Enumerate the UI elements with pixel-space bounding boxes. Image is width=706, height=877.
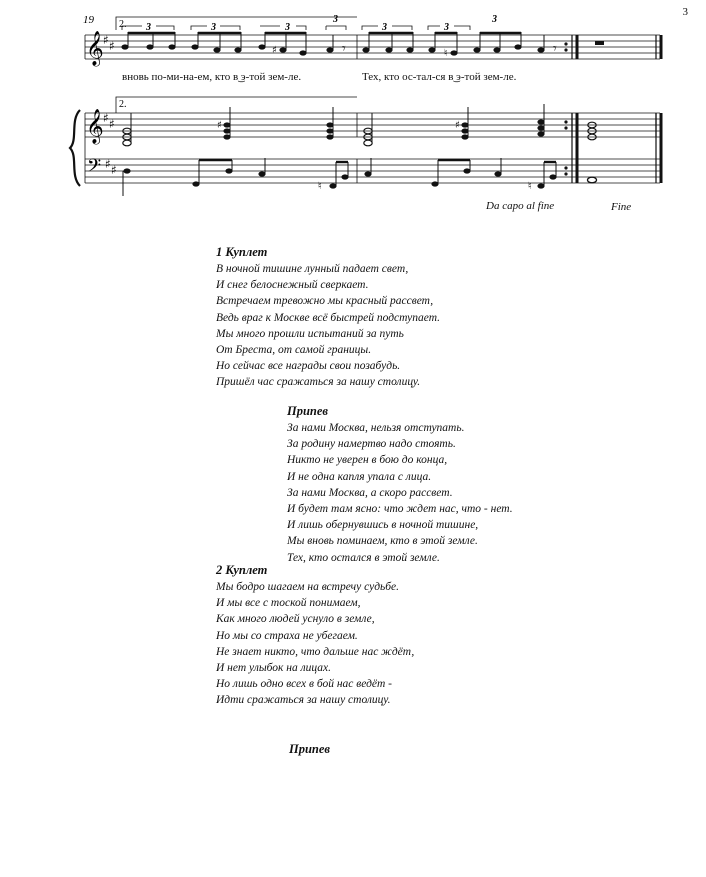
volta-label: 2. bbox=[119, 19, 127, 30]
treble-clef-icon: 𝄞 bbox=[86, 31, 104, 66]
verse-line: Но мы со страха не убегаем. bbox=[216, 629, 358, 642]
svg-text:♮: ♮ bbox=[528, 181, 532, 192]
bass-clef-icon: 𝄢 bbox=[87, 156, 102, 181]
svg-text:3: 3 bbox=[382, 22, 387, 33]
fine-marking: Fine bbox=[611, 201, 632, 213]
verse-line: И снег белоснежный сверкает. bbox=[216, 279, 369, 292]
svg-text:♯: ♯ bbox=[103, 111, 109, 125]
svg-text:♯: ♯ bbox=[109, 39, 115, 53]
chorus-line: За нами Москва, нельзя отступать. bbox=[287, 422, 465, 434]
lyrics-right: Тех, кто ос-тал-ся в͜ э-той зем-ле. bbox=[362, 71, 517, 83]
chorus-line: За нами Москва, а скоро рассвет. bbox=[287, 486, 453, 499]
svg-text:♯: ♯ bbox=[109, 117, 115, 131]
measure-number: 19 bbox=[83, 14, 94, 26]
verse-line: Не знает никто, что дальше нас ждёт, bbox=[216, 645, 415, 658]
chorus-repeat-title: Припев bbox=[289, 742, 331, 756]
svg-text:♮: ♮ bbox=[318, 181, 322, 192]
verse-line: Как много людей уснуло в земле, bbox=[216, 613, 375, 626]
piano-bass-staff bbox=[85, 113, 661, 183]
svg-text:3: 3 bbox=[492, 14, 497, 25]
svg-text:𝄾: 𝄾 bbox=[553, 41, 557, 57]
verse-line: Ведь враг к Москве всё быстрей подступает. bbox=[216, 311, 441, 324]
verse-1-title: 1 Куплет bbox=[216, 245, 268, 259]
chorus-title: Припев bbox=[287, 404, 329, 418]
verse-line: И мы все с тоской понимаем, bbox=[216, 597, 361, 610]
treble-clef-icon: 𝄞 bbox=[86, 109, 104, 144]
chorus-line: И будет там ясно: что ждет нас, что - нет. bbox=[287, 503, 513, 516]
chorus-line: И лишь обернувшись в ночной тишине, bbox=[287, 519, 479, 532]
chorus-line: Мы вновь поминаем, кто в этой земле. bbox=[287, 535, 478, 548]
key-signature-icon: ♯ bbox=[103, 33, 109, 47]
svg-text:♮: ♮ bbox=[444, 48, 448, 59]
svg-text:3: 3 bbox=[211, 22, 216, 33]
verse-line: Идти сражаться за нашу столицу. bbox=[216, 694, 391, 707]
svg-text:♯: ♯ bbox=[105, 157, 111, 171]
verse-line: Но лишь одно всех в бой нас ведёт - bbox=[216, 678, 393, 691]
page-number: 3 bbox=[682, 6, 688, 18]
svg-text:♯: ♯ bbox=[272, 45, 277, 56]
verse-line: Мы много прошли испытаний за путь bbox=[216, 327, 404, 340]
chorus-line: И не одна капля упала с лица. bbox=[287, 470, 432, 483]
verse-line: От Бреста, от самой границы. bbox=[216, 344, 372, 357]
svg-text:3: 3 bbox=[333, 14, 338, 25]
music-score bbox=[0, 0, 706, 215]
chorus-repeat bbox=[289, 741, 330, 758]
verse-line: Но сейчас все награды свои позабудь. bbox=[216, 360, 401, 373]
chorus-line: Тех, кто остался в этой земле. bbox=[287, 551, 440, 564]
triplet-mark: 3 bbox=[146, 22, 151, 33]
chorus-line: За родину намертво надо стоять. bbox=[287, 438, 456, 451]
verse-line: В ночной тишине лунный падает свет, bbox=[216, 263, 409, 275]
verse-line: Встречаем тревожно мы красный рассвет, bbox=[216, 295, 434, 308]
rest-icon: 𝄾 bbox=[342, 41, 346, 57]
svg-text:♯: ♯ bbox=[217, 120, 222, 131]
brace-icon bbox=[70, 110, 80, 186]
svg-text:♯: ♯ bbox=[111, 163, 117, 177]
da-capo-marking: Da capo al fine bbox=[486, 200, 555, 212]
verse-line: Мы бодро шагаем на встречу судьбе. bbox=[216, 581, 400, 593]
whole-rest-icon bbox=[595, 41, 604, 45]
svg-text:3: 3 bbox=[285, 22, 290, 33]
verse-2 bbox=[216, 562, 414, 709]
lyrics-left: вновь по-ми-на-ем, кто в͜ э-той зем-ле. bbox=[122, 71, 302, 83]
chorus bbox=[287, 403, 513, 566]
volta-label-piano: 2. bbox=[119, 99, 127, 110]
piano-treble-staff bbox=[85, 113, 661, 137]
chorus-line: Никто не уверен в бою до конца, bbox=[287, 454, 448, 467]
verse-line: Пришёл час сражаться за нашу столицу. bbox=[216, 376, 421, 389]
verse-line: И нет улыбок на лицах. bbox=[216, 662, 331, 675]
svg-text:3: 3 bbox=[444, 22, 449, 33]
svg-text:♯: ♯ bbox=[455, 120, 460, 131]
verse-1 bbox=[216, 244, 440, 391]
verse-2-title: 2 Куплет bbox=[216, 563, 268, 577]
